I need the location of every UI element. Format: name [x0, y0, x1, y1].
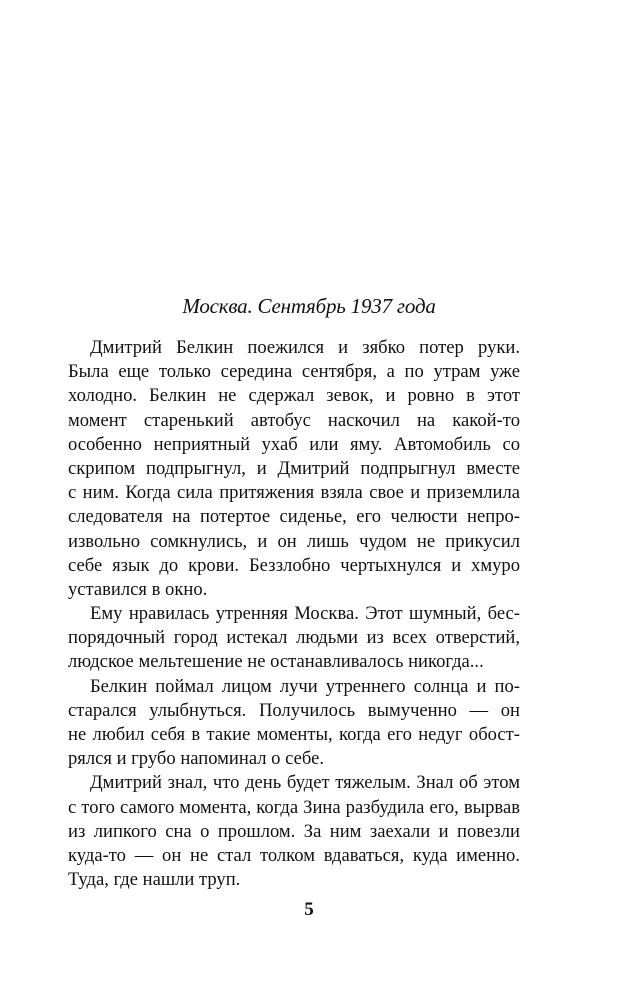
- text-line: старался улыбнуться. Получилось вымученно — он: [68, 699, 520, 721]
- body-text: [68, 336, 520, 892]
- text-line: особенно неприятный ухаб или яму. Автомобиль со: [68, 433, 520, 455]
- text-line: следователя на потертое сиденье, его челюсти непро-: [68, 506, 520, 528]
- text-line: рялся и грубо напоминал о себе.: [68, 748, 324, 770]
- text-line: Была еще только середина сентября, а по утрам уже: [68, 361, 520, 383]
- text-line: себе язык до крови. Беззлобно чертыхнулся и хмуро: [68, 554, 520, 576]
- text-line: скрипом подпрыгнул, и Дмитрий подпрыгнул вместе: [68, 457, 520, 479]
- text-line: с ним. Когда сила притяжения взяла свое и приземлила: [68, 482, 520, 504]
- text-line: Туда, где нашли труп.: [68, 869, 241, 891]
- text-line: не любил себя в такие моменты, когда его недуг обост-: [68, 724, 520, 745]
- page-number: 5: [304, 899, 314, 920]
- text-line: людское мельтешение не останавливалось никогда...: [68, 651, 484, 673]
- chapter-heading: Москва. Сентябрь 1937 года: [182, 294, 436, 318]
- text-line: Дмитрий знал, что день будет тяжелым. Знал об этом: [90, 772, 520, 794]
- text-line: уставился в окно.: [68, 578, 208, 600]
- text-line: куда-то — он не стал толком вдаваться, куда именно.: [68, 844, 520, 866]
- text-line: извольно сомкнулись, и он лишь чудом не прикусил: [68, 530, 520, 552]
- text-line: порядочный город истекал людьми из всех отверстий,: [68, 627, 520, 649]
- text-line: Ему нравилась утренняя Москва. Этот шумный, бес-: [90, 603, 520, 625]
- text-line: из липкого сна о прошлом. За ним заехали и повезли: [68, 820, 520, 842]
- text-line: холодно. Белкин не сдержал зевок, и ровно в этот: [68, 385, 520, 407]
- text-line: Дмитрий Белкин поежился и зябко потер руки.: [90, 337, 520, 358]
- text-line: с того самого момента, когда Зина разбудила его, вырвав: [68, 796, 520, 818]
- text-line: Белкин поймал лицом лучи утреннего солнца и по-: [90, 675, 520, 697]
- text-line: момент старенький автобус наскочил на какой-то: [68, 409, 520, 431]
